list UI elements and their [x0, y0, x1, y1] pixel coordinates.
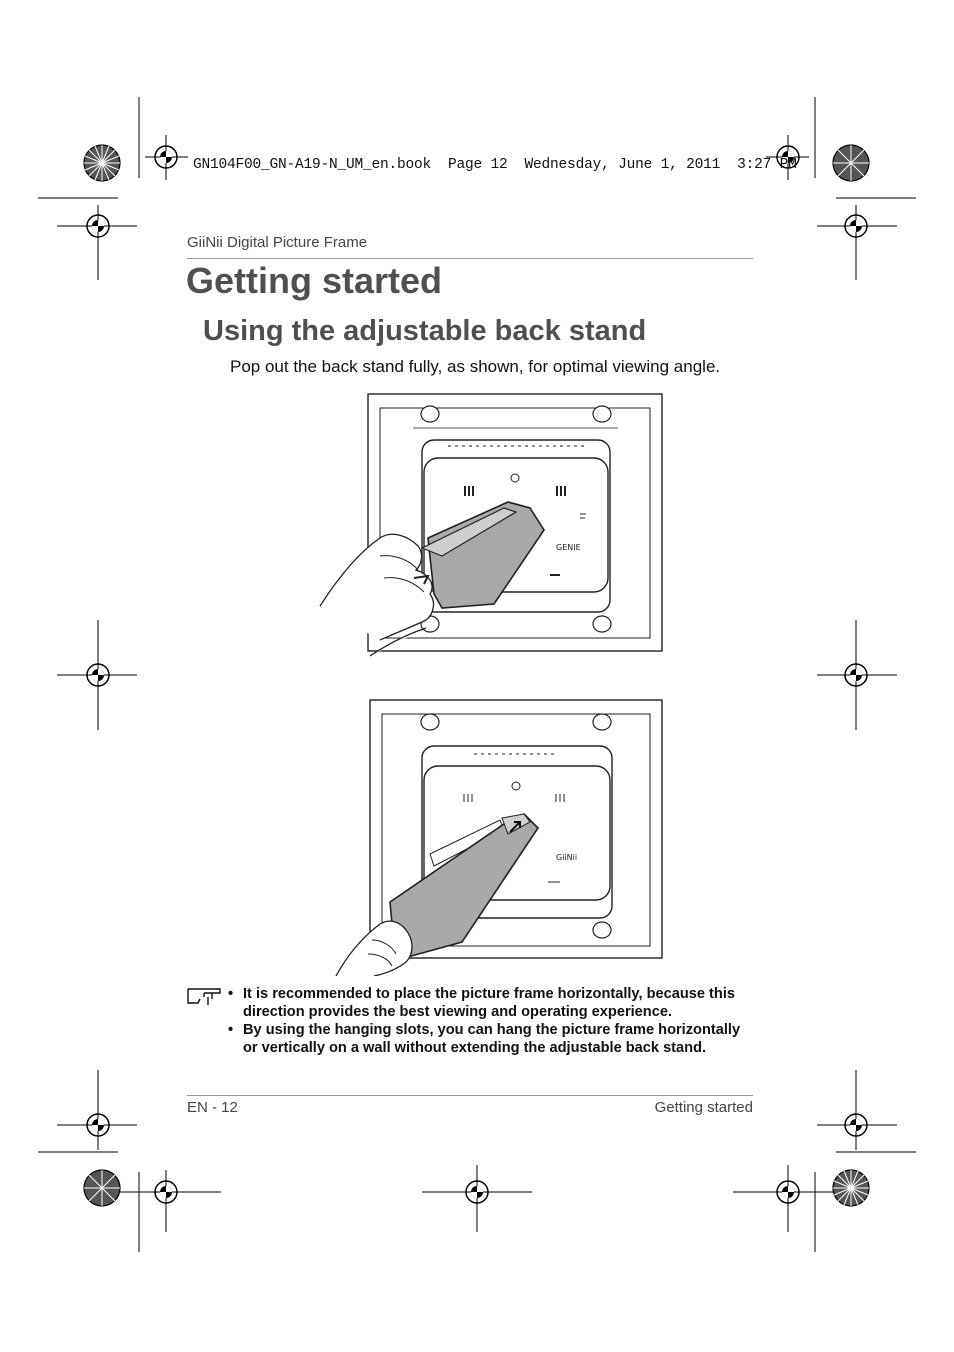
- running-header: GiiNii Digital Picture Frame: [187, 234, 368, 251]
- note-item: • By using the hanging slots, you can hang the picture frame horizontally or vertically on a wall without extending the adjustable back stand.: [228, 1021, 758, 1057]
- page-number: EN - 12: [187, 1099, 238, 1116]
- notes-list: [228, 985, 758, 1057]
- intro-paragraph: Pop out the back stand fully, as shown, for optimal viewing angle.: [230, 357, 721, 376]
- note-item: • It is recommended to place the picture frame horizontally, because this direction provides the best viewing and operating experience.: [228, 985, 758, 1021]
- svg-text:GiiNii: GiiNii: [556, 853, 578, 862]
- running-footer: Getting started: [654, 1099, 753, 1116]
- figure-pop-out-stand: [318, 388, 668, 663]
- figure-stand-extended: [334, 696, 684, 976]
- svg-text:GENIE: GENIE: [556, 543, 581, 552]
- header-rule: [187, 258, 753, 259]
- print-slug: GN104F00_GN-A19-N_UM_en.book Page 12 Wednesday, June 1, 2011 3:27 PM: [193, 157, 797, 173]
- section-title: Using the adjustable back stand: [203, 315, 647, 347]
- note-pointing-hand-icon: [186, 985, 224, 1007]
- page-title: Getting started: [186, 260, 443, 301]
- footer-rule: [187, 1095, 753, 1096]
